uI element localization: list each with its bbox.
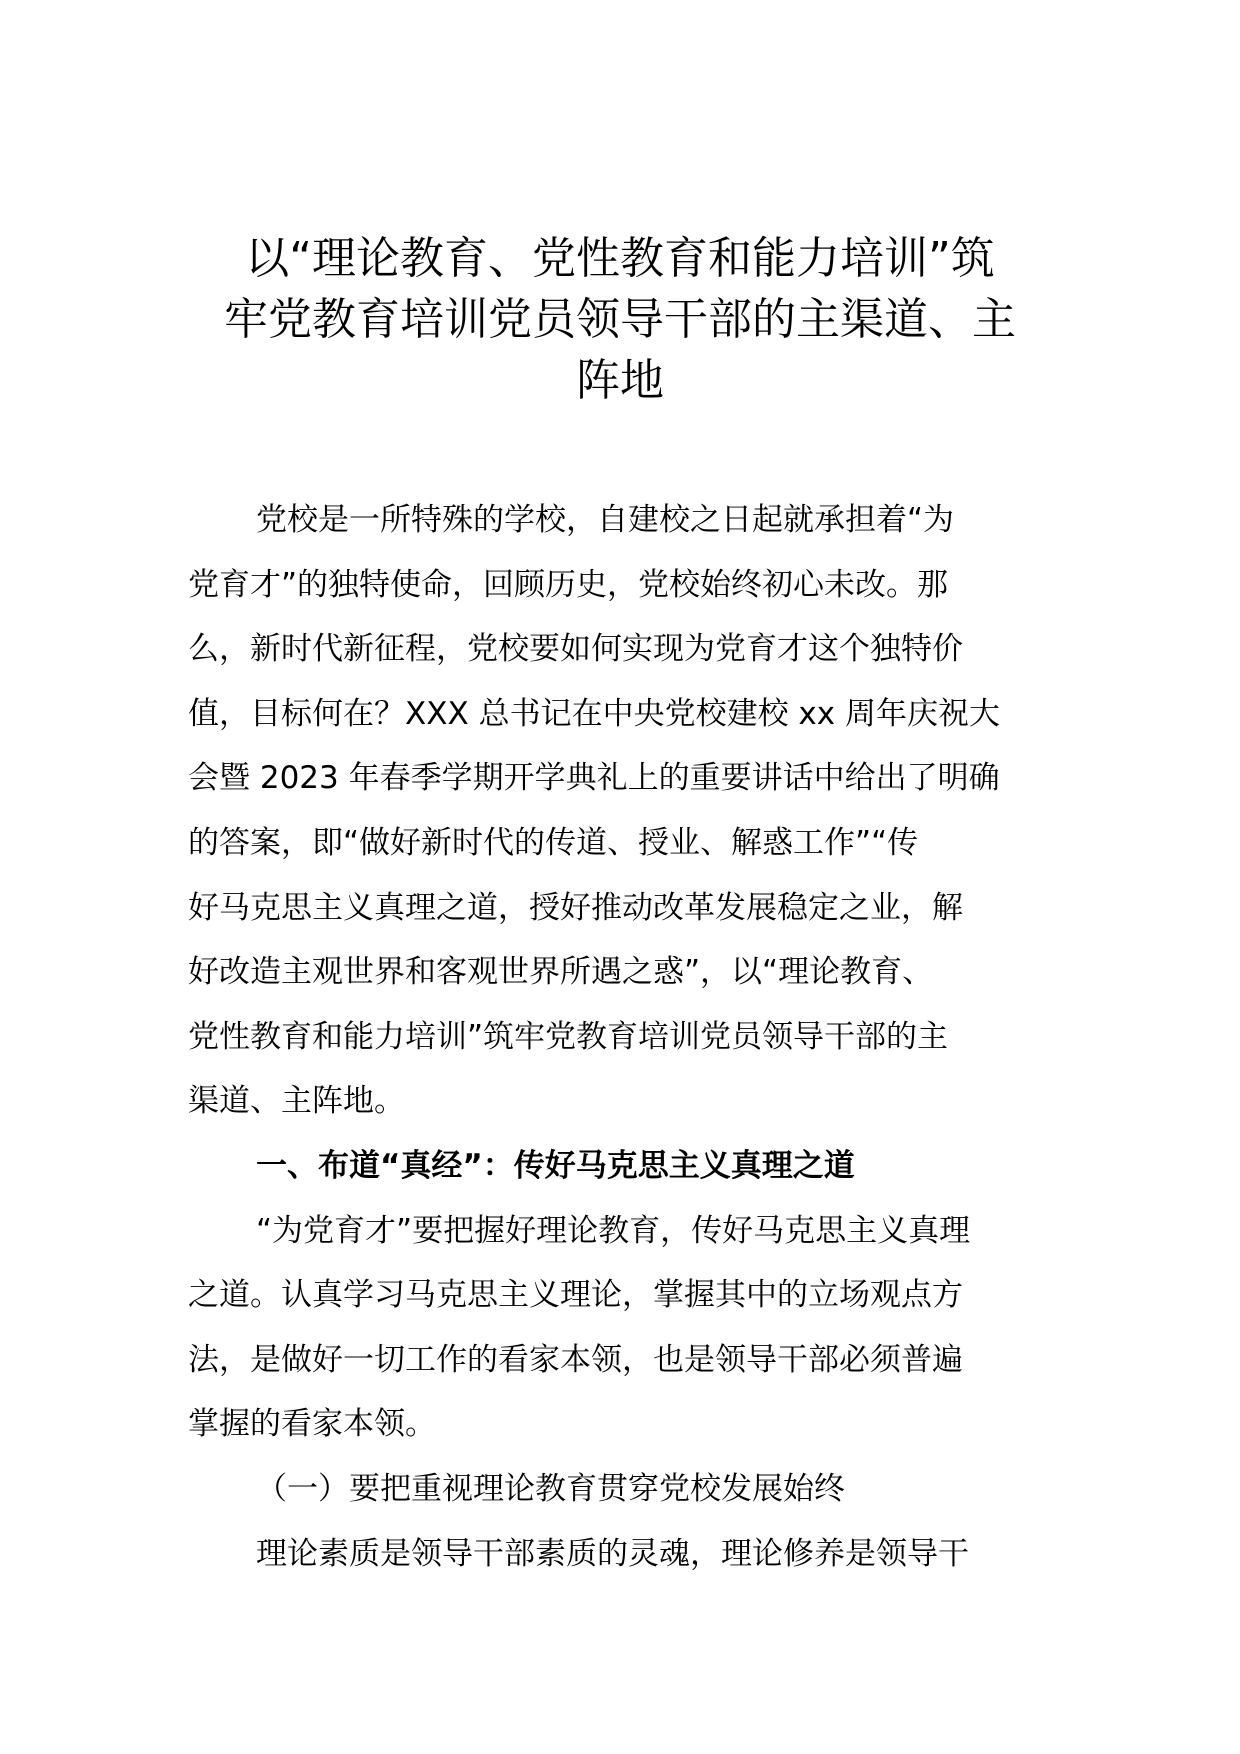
document-title <box>190 228 1050 411</box>
text-line: 好改造主观世界和客观世界所遇之惑”，以“理论教育、 <box>188 954 934 991</box>
text-line: 党校是一所特殊的学校，自建校之日起就承担着“为 <box>256 502 955 538</box>
paragraph-subsection-1 <box>188 1522 1056 1587</box>
text-line: 值，目标何在？XXX 总书记在中央党校建校 xx 周年庆祝大 <box>188 695 1000 732</box>
text-line: “为党育才”要把握好理论教育，传好马克思主义真理 <box>256 1212 971 1249</box>
subsection-heading: （一）要把重视理论教育贯穿党校发展始终 <box>256 1470 845 1507</box>
text-line: 好马克思主义真理之道，授好推动改革发展稳定之业，解 <box>188 889 963 926</box>
text-line: 党性教育和能力培训”筑牢党教育培训党员领导干部的主 <box>188 1018 949 1055</box>
title-line: 以“理论教育、党性教育和能力培训”筑 <box>245 233 995 284</box>
text-line: 会暨 2023 年春季学期开学典礼上的重要讲话中给出了明确 <box>188 760 1000 797</box>
paragraph-intro <box>188 488 1056 1134</box>
title-line: 牢党教育培训党员领导干部的主渠道、主 <box>224 294 1016 345</box>
title-line: 阵地 <box>576 355 664 406</box>
text-line: 渠道、主阵地。 <box>188 1083 405 1120</box>
text-line: 掌握的看家本领。 <box>188 1406 436 1443</box>
section-heading: 一、布道“真经”：传好马克思主义真理之道 <box>256 1147 855 1184</box>
text-line: 法，是做好一切工作的看家本领，也是领导干部必须普遍 <box>188 1341 963 1378</box>
text-line: 理论素质是领导干部素质的灵魂，理论修养是领导干 <box>256 1535 969 1572</box>
text-line: 之道。认真学习马克思主义理论，掌握其中的立场观点方 <box>188 1277 963 1314</box>
paragraph-section-1 <box>188 1199 1056 1457</box>
text-line: 党育才”的独特使命，回顾历史，党校始终初心未改。那 <box>188 566 949 603</box>
text-line: 么，新时代新征程，党校要如何实现为党育才这个独特价 <box>188 631 963 668</box>
text-line: 的答案，即“做好新时代的传道、授业、解惑工作”“传 <box>188 824 919 861</box>
document-body <box>188 488 1056 1586</box>
